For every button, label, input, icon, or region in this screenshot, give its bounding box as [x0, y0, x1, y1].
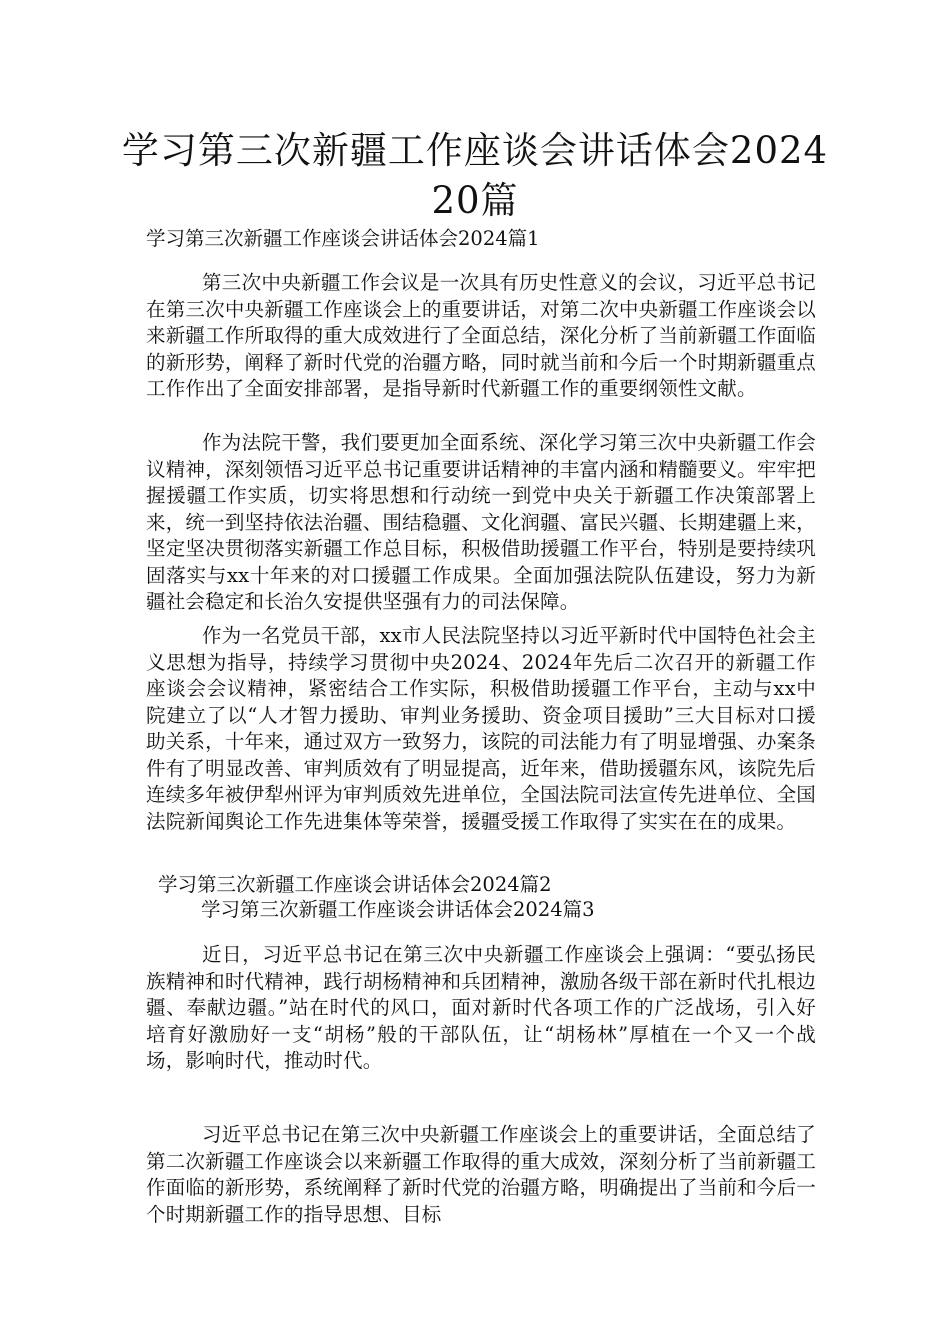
section-2-heading: 学习第三次新疆工作座谈会讲话体会2024篇2 [158, 873, 552, 896]
section-3-paragraph-1: 近日，习近平总书记在第三次中央新疆工作座谈会上强调：“要弘扬民族精神和时代精神，践行胡杨精神和兵团精神，激励各级干部在新时代扎根边疆、奉献边疆。”站在时代的风口，面对新时代各项工作的广泛战场，引入好培育好激励好一支“胡杨”般的干部队伍，让“胡杨林”厚植在一个又一个战场，影响时代，推动时代。 [146, 943, 816, 1072]
section-1-heading: 学习第三次新疆工作座谈会讲话体会2024篇1 [146, 227, 540, 250]
section-3-heading: 学习第三次新疆工作座谈会讲话体会2024篇3 [201, 898, 595, 921]
section-1-paragraph-3: 作为一名党员干部，xx市人民法院坚持以习近平新时代中国特色社会主义思想为指导，持续学习贯彻中央2024、2024年先后二次召开的新疆工作座谈会会议精神，紧密结合工作实际，积极借助援疆工作平台，主动与xx中院建立了以“人才智力援助、审判业务援助、资金项目援助”三大目标对口援助关系，十年来，通过双方一致努力，该院的司法能力有了明显增强、办案条件有了明显改善、审判质效有了明显提高，近年来，借助援疆东风，该院先后连续多年被伊犁州评为审判质效先进单位，全国法院司法宣传先进单位、全国法院新闻舆论工作先进集体等荣誉，援疆受援工作取得了实实在在的成果。 [146, 624, 816, 833]
document-title: 学习第三次新疆工作座谈会讲话体会2024 20篇 [121, 129, 829, 222]
section-1-paragraph-1: 第三次中央新疆工作会议是一次具有历史性意义的会议，习近平总书记在第三次中央新疆工作座谈会上的重要讲话，对第二次中央新疆工作座谈会以来新疆工作所取得的重大成效进行了全面总结，深化分析了当前新疆工作面临的新形势，阐释了新时代党的治疆方略，同时就当前和今后一个时期新疆重点工作作出了全面安排部署，是指导新时代新疆工作的重要纲领性文献。 [146, 271, 816, 400]
section-1-paragraph-2: 作为法院干警，我们要更加全面系统、深化学习第三次中央新疆工作会议精神，深刻领悟习近平总书记重要讲话精神的丰富内涵和精髓要义。牢牢把握援疆工作实质，切实将思想和行动统一到党中央关于新疆工作决策部署上来，统一到坚持依法治疆、围结稳疆、文化润疆、富民兴疆、长期建疆上来，坚定坚决贯彻落实新疆工作总目标，积极借助援疆工作平台，特别是要持续巩固落实与xx十年来的对口援疆工作成果。全面加强法院队伍建设，努力为新疆社会稳定和长治久安提供坚强有力的司法保障。 [146, 431, 816, 613]
section-3-paragraph-2: 习近平总书记在第三次中央新疆工作座谈会上的重要讲话，全面总结了第二次新疆工作座谈会以来新疆工作取得的重大成效，深刻分析了当前新疆工作面临的新形势，系统阐释了新时代党的治疆方略，明确提出了当前和今后一个时期新疆工作的指导思想、目标 [146, 1123, 816, 1226]
